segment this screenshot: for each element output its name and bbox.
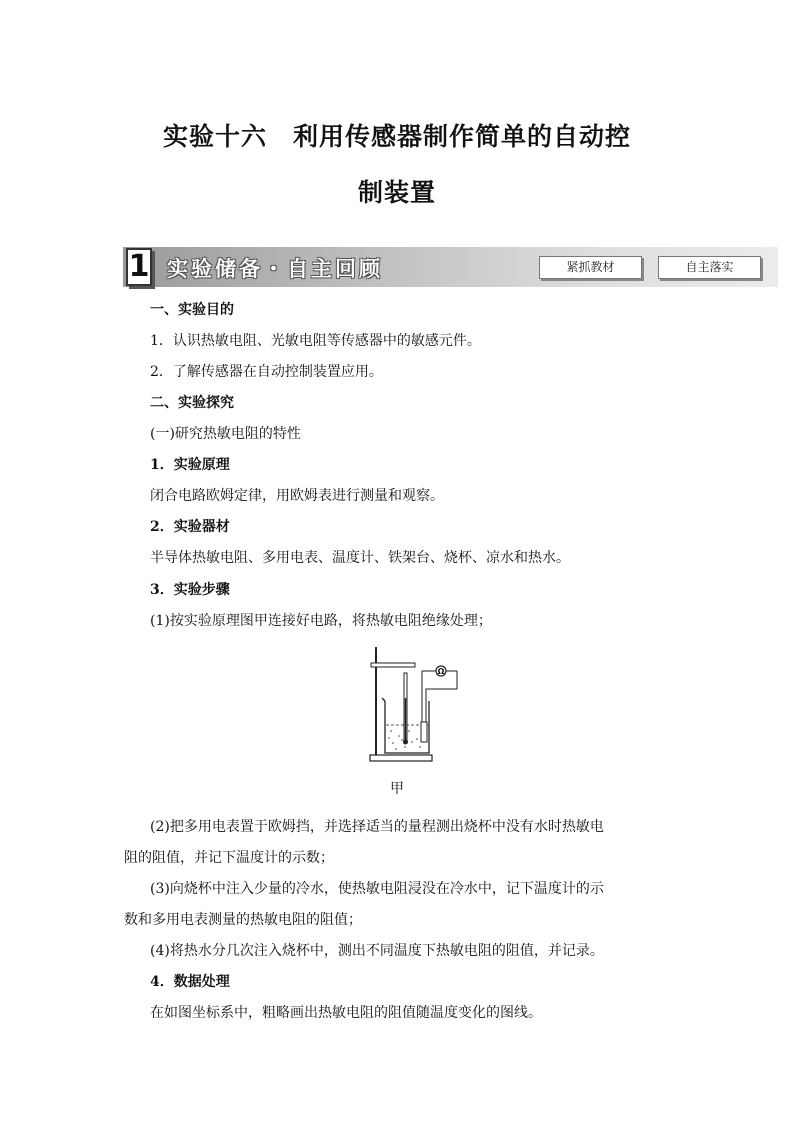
purpose-item-1: 1．认识热敏电阻、光敏电阻等传感器中的敏感元件。 [150,333,481,349]
wire-right [426,671,457,722]
equipment-text: 半导体热敏电阻、多用电表、温度计、铁架台、烧杯、凉水和热水。 [150,550,570,566]
thermistor [421,722,427,742]
tag-button-self-study[interactable]: 自主落实 [658,256,761,279]
ohmmeter-symbol: Ω [437,667,445,676]
equipment-heading: 2．实验器材 [150,519,230,535]
section-banner [123,247,778,287]
experiment-diagram [365,643,460,765]
sub-heading: (一)研究热敏电阻的特性 [150,426,301,442]
step-3-line-1: (3)向烧杯中注入少量的冷水，使热敏电阻浸没在冷水中，记下温度计的示 [150,881,604,897]
step-2-line-1: (2)把多用电表置于欧姆挡，并选择适当的量程测出烧杯中没有水时热敏电 [150,819,604,835]
section-number-badge: 1 [126,248,152,286]
steps-heading: 3．实验步骤 [150,582,230,598]
page-title-line1: 实验十六 利用传感器制作简单的自动控 [162,122,631,151]
tag-button-textbook[interactable]: 紧抓教材 [539,256,642,279]
step-3-line-2: 数和多用电表测量的热敏电阻的阻值； [124,912,362,928]
explore-heading: 二、实验探究 [150,395,234,411]
data-heading: 4．数据处理 [150,974,230,990]
step-1: (1)按实验原理图甲连接好电路，将热敏电阻绝缘处理； [150,613,492,629]
principle-heading: 1．实验原理 [150,457,230,473]
page-title-line2: 制装置 [357,178,436,207]
purpose-heading: 一、实验目的 [150,302,234,318]
step-2-line-2: 阻的阻值，并记下温度计的示数； [124,850,334,866]
section-banner-title: 实验储备・自主回顾 [167,257,383,281]
figure-label: 甲 [390,781,404,797]
step-4: (4)将热水分几次注入烧杯中，测出不同温度下热敏电阻的阻值，并记录。 [150,943,604,959]
principle-text: 闭合电路欧姆定律，用欧姆表进行测量和观察。 [150,488,444,504]
data-text: 在如图坐标系中，粗略画出热敏电阻的阻值随温度变化的图线。 [150,1005,542,1021]
stand-base [370,755,432,761]
purpose-item-2: 2．了解传感器在自动控制装置应用。 [150,364,383,380]
clamp-arm [371,663,415,667]
